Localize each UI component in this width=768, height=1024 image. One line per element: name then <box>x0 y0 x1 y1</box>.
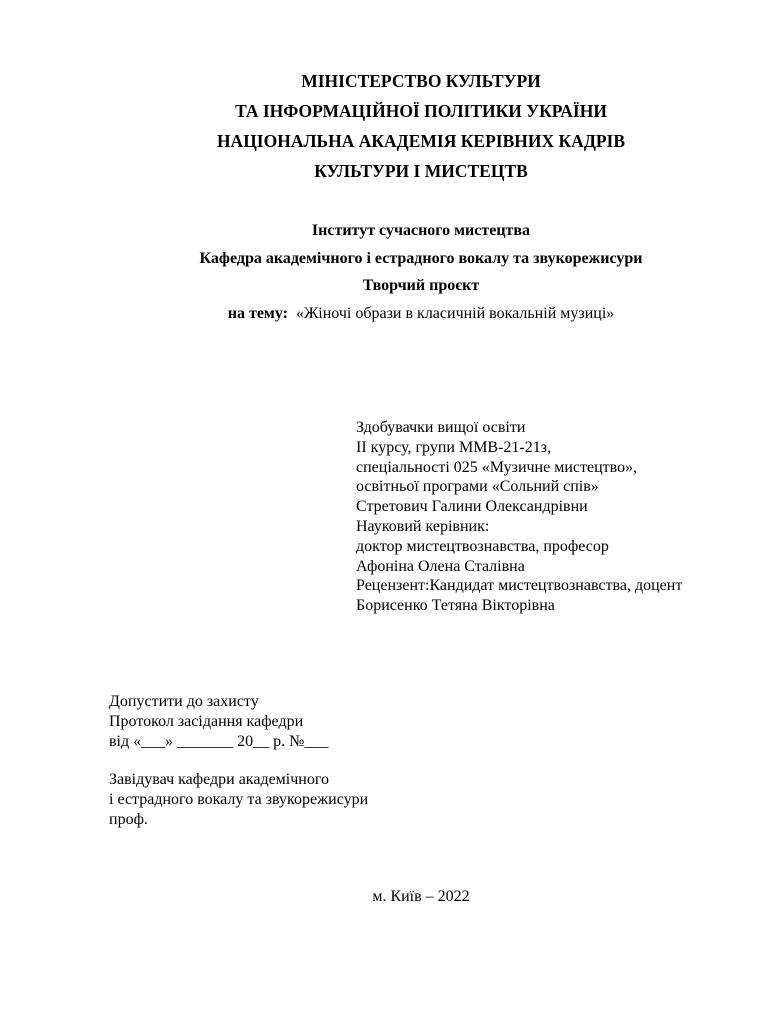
author-block <box>356 418 682 616</box>
institute-block <box>0 217 768 327</box>
work-type: Творчий проєкт <box>362 277 480 294</box>
topic-title: «Жіночі образи в класичній вокальній музиці» <box>295 304 615 322</box>
topic-line <box>0 300 768 328</box>
ministry-header <box>0 66 768 186</box>
approval-block <box>109 692 328 752</box>
head-line: і естрадного вокалу та звукорежисури <box>109 791 369 808</box>
ministry-line-1: МІНІСТЕРСТВО КУЛЬТУРИ <box>301 71 541 91</box>
author-line: освітньої програми «Сольний спів» <box>356 478 599 496</box>
academy-line-2: КУЛЬТУРИ І МИСТЕЦТВ <box>314 161 528 181</box>
approval-line: Допустити до захисту <box>109 693 259 710</box>
ministry-line-2: ТА ІНФОРМАЦІЙНОЇ ПОЛІТИКИ УКРАЇНИ <box>235 101 607 121</box>
department-name: Кафедра академічного і естрадного вокалу та звукорежисури <box>199 249 643 267</box>
author-line: спеціальності 025 «Музичне мистецтво», <box>356 458 638 476</box>
institute-name: Інститут сучасного мистецтва <box>311 222 531 239</box>
city-year: м. Київ – 2022 <box>372 888 470 905</box>
author-line: Здобувачки вищої освіти <box>356 419 526 436</box>
head-title: проф. <box>109 811 148 828</box>
supervisor-title: доктор мистецтвознавства, професор <box>356 537 609 555</box>
reviewer-title: Рецензент:Кандидат мистецтвознавства, доцент <box>356 577 683 595</box>
author-line: ІІ курсу, групи ММВ-21-21з, <box>356 438 552 456</box>
supervisor-name: Афоніна Олена Сталівна <box>356 557 525 575</box>
head-line: Завідувач кафедри академічного <box>109 771 330 788</box>
academy-line-1: НАЦІОНАЛЬНА АКАДЕМІЯ КЕРІВНИХ КАДРІВ <box>216 131 626 151</box>
approval-date-line: від «___» _______ 20__ р. №___ <box>109 733 329 750</box>
author-name: Стретович Галини Олександрівни <box>356 498 588 516</box>
approval-line: Протокол засідання кафедри <box>109 713 304 730</box>
reviewer-name: Борисенко Тетяна Вікторівна <box>356 597 555 615</box>
topic-label: на тему: <box>227 304 288 322</box>
department-head-block <box>109 770 368 830</box>
supervisor-label: Науковий керівник: <box>356 517 490 535</box>
